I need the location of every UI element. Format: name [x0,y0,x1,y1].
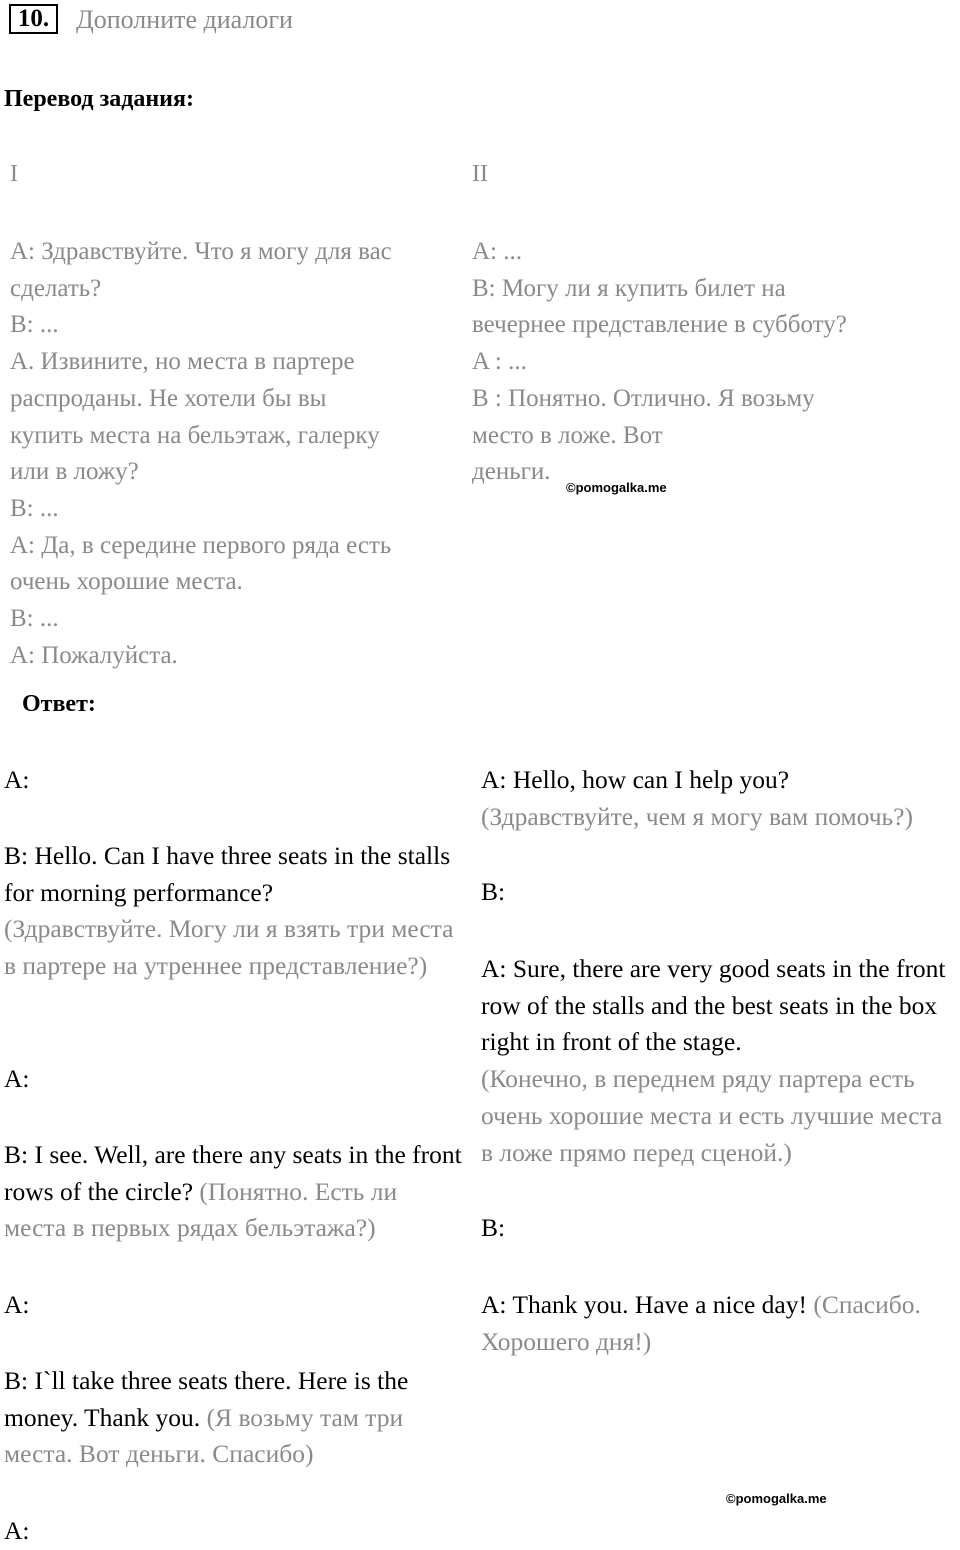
answer-en: A: Hello, how can I help you? [481,765,790,794]
answer-right-line [481,951,959,1171]
answer-en: A: [4,1064,30,1093]
dialog-line: A. Извините, но места в партере [10,348,355,376]
dialog-1-text [10,234,460,674]
dialog-line: или в ложу? [10,458,139,486]
dialog-line: A: Здравствуйте. Что я могу для вас [10,238,392,265]
answer-ru: (Здравствуйте, чем я могу вам помочь?) [481,801,913,831]
answer-right-line [481,874,959,911]
answer-en: A: [4,1290,30,1319]
dialog-line: вечернее представление в субботу? [472,311,847,339]
task-title: Дополните диалоги [76,5,293,34]
answer-left-line [4,1513,464,1550]
answer-left-line [4,1137,464,1247]
answer-en: A: [4,1516,30,1545]
dialog-line: распроданы. Не хотели бы вы [10,384,327,412]
dialog-line: A: Да, в середине первого ряда есть [10,531,392,559]
answer-left-line [4,1287,464,1324]
answer-en: B: Hello. Can I have three seats in the stalls for morning performance? [4,841,451,907]
dialog-line: сделать? [10,274,102,302]
watermark: ©pomogalka.me [726,1491,827,1506]
answer-left-line [4,838,464,985]
dialog-line: купить места на бельэтаж, галерку [10,421,380,449]
dialog-2-label: II [472,161,488,187]
dialog-line: B: ... [10,311,59,339]
answer-ru: (Понятно. Есть ли места в первых рядах бельэтажа?) [4,1176,398,1243]
answer-en: B: [481,877,506,906]
task-number: 10. [9,4,58,34]
answer-right-line [481,762,959,835]
dialog-2-text [472,234,942,491]
answer-right-line [481,1287,959,1360]
answer-left-line [4,1363,454,1473]
answer-left-line [4,1061,464,1098]
answer-en: A: [4,765,30,794]
answer-en: B: I`ll take three seats there. Here is the money. Thank you. [4,1366,409,1432]
answer-en: B: [481,1213,506,1242]
answer-ru: (Спасибо. Хорошего дня!) [481,1290,921,1356]
dialog-line: деньги. [472,458,551,486]
dialog-line: место в ложе. Вот [472,421,663,449]
answer-ru: (Я возьму там три места. Вот деньги. Спасибо) [4,1402,404,1469]
dialog-line: B: ... [10,605,59,633]
dialog-1-label: I [10,161,18,187]
answer-en: A: Thank you. Have a nice day! [481,1290,807,1319]
dialog-line: B: ... [10,494,59,522]
answer-left-line [4,762,464,799]
dialog-line: A : ... [472,348,527,376]
answer-ru: (Конечно, в переднем ряду партера есть очень хорошие места и есть лучшие места в ложе прямо перед сценой.) [481,1064,943,1167]
dialog-line: A: ... [472,238,522,265]
translation-heading: Перевод задания: [4,86,194,112]
dialog-line: B : Понятно. Отлично. Я возьму [472,384,815,412]
dialog-line: B: Могу ли я купить билет на [472,274,786,302]
answer-heading: Ответ: [22,691,96,717]
answer-en: A: Sure, there are very good seats in the front row of the stalls and the best seats in the box right in front of the stage. [481,954,946,1057]
watermark: ©pomogalka.me [566,480,667,495]
dialog-line: очень хорошие места. [10,568,243,596]
dialog-line: A: Пожалуйста. [10,641,178,669]
answer-en: B: I see. Well, are there any seats in the front rows of the circle? [4,1140,462,1206]
answer-ru: (Здравствуйте. Могу ли я взять три места в партере на утреннее представление?) [4,914,454,981]
answer-right-line [481,1210,959,1247]
